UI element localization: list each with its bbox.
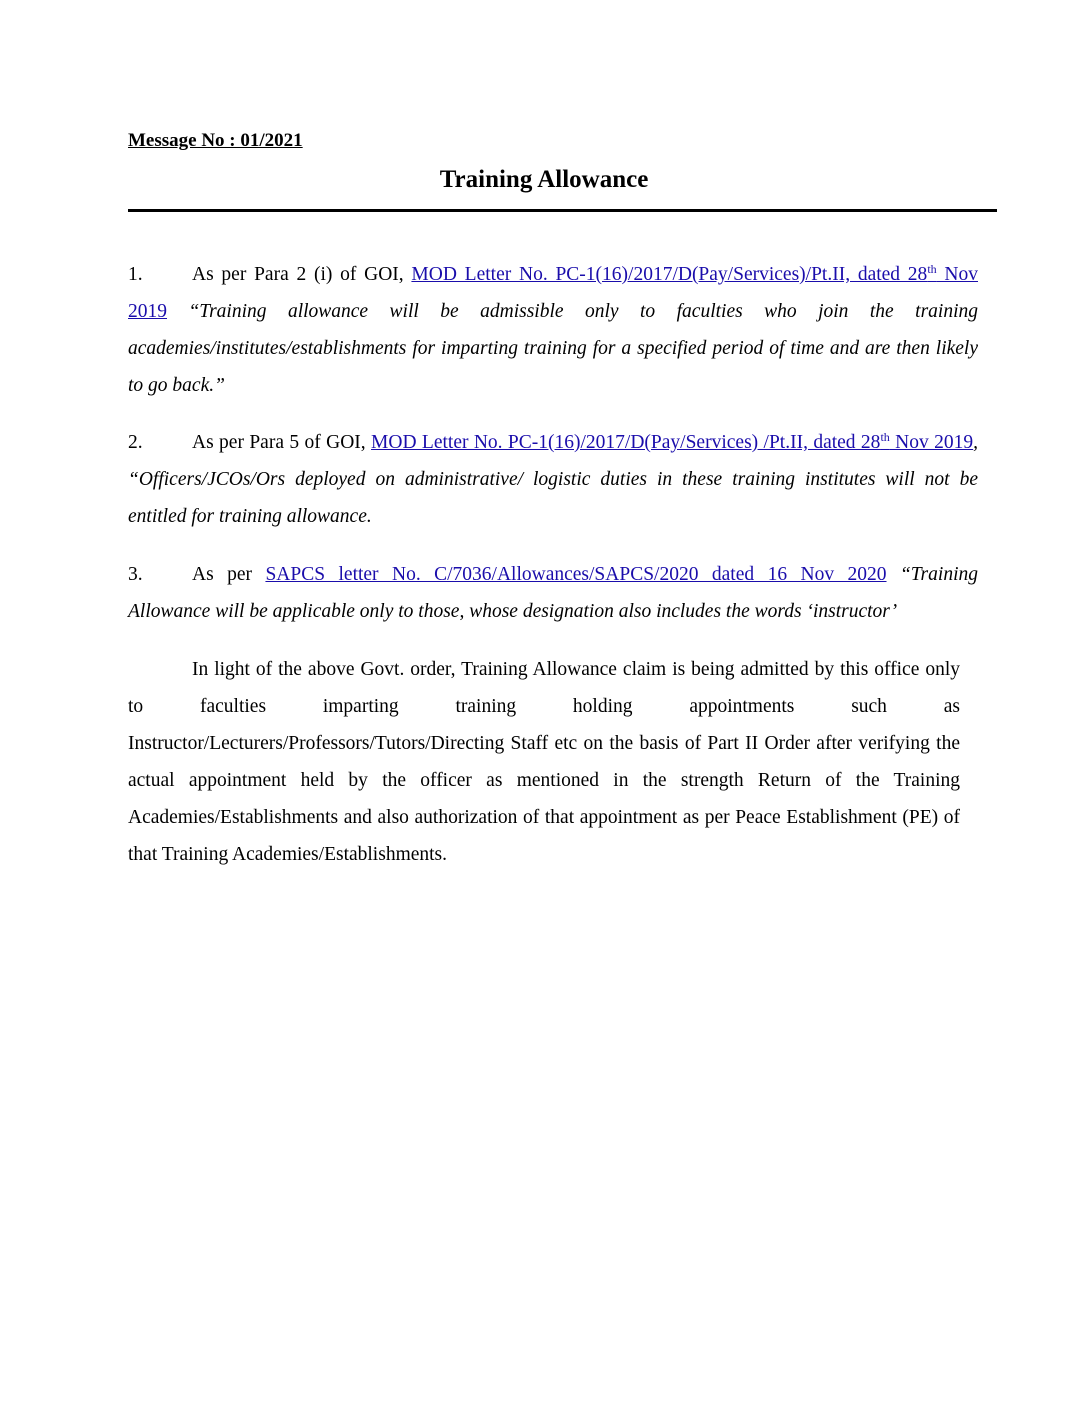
paragraph-1 [128, 256, 978, 404]
page-title: Training Allowance [439, 166, 649, 193]
quoted-text: , “Officers/JCOs/Ors deployed on administrative/ logistic duties in these training institutes will not be entitled for training allowance. [128, 432, 978, 527]
paragraph-number: 1. [128, 264, 143, 285]
paragraph-number: 2. [128, 432, 143, 453]
sapcs-letter-link[interactable]: SAPCS letter No. C/7036/Allowances/SAPCS/2020 dated 16 Nov 2020 [265, 564, 887, 585]
paragraph-intro: As per [192, 564, 266, 585]
title-divider [128, 209, 997, 212]
paragraph-number: 3. [128, 564, 143, 585]
quoted-text: “Training allowance will be admissible only to faculties who join the training academies/institutes/establishments for imparting training for a specified period of time and are then likely to go back.” [128, 301, 978, 396]
closing-paragraph: In light of the above Govt. order, Training Allowance claim is being admitted by this office only to faculties imparting training holding appointments such as Instructor/Lecturers/Professors/Tutors/Directing Staff etc on the basis of Part II Order after verifying the actual appointment held by the officer as mentioned in the strength Return of the Training Academies/Establishments and also authorization of that appointment as per Peace Establishment (PE) of that Training Academies/Establishments. [128, 659, 960, 865]
mod-letter-link-1[interactable]: MOD Letter No. PC-1(16)/2017/D(Pay/Services)/Pt.II, dated 28th Nov 2019 [128, 262, 978, 322]
paragraph-intro: As per Para 2 (i) of GOI, [192, 264, 412, 285]
paragraph-2 [128, 424, 978, 535]
quoted-text: “Training Allowance will be applicable only to those, whose designation also includes the words ‘instructor’ [128, 564, 978, 622]
mod-letter-link-2[interactable]: MOD Letter No. PC-1(16)/2017/D(Pay/Services) /Pt.II, dated 28th Nov 2019 [371, 430, 974, 453]
paragraph-3 [128, 556, 978, 630]
paragraph-intro: As per Para 5 of GOI, [192, 432, 372, 453]
message-number: Message No : 01/2021 [128, 130, 303, 151]
